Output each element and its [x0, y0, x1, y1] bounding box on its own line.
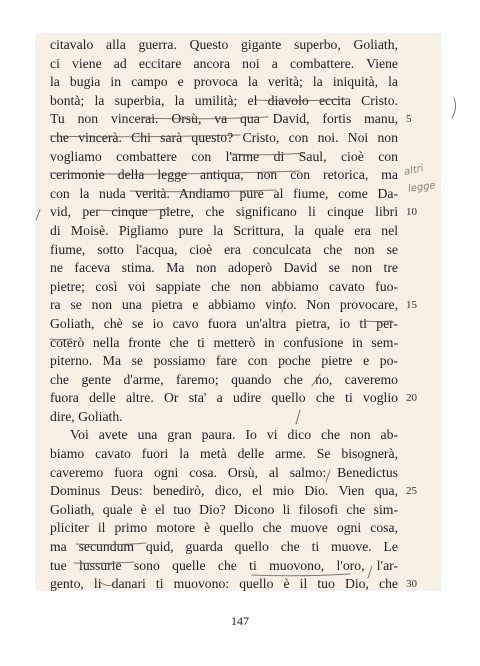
text-line: caveremo fuora ogni cosa. Orsù, al salmo: Benedictus [50, 464, 398, 480]
text-line: fiume, sotto l'acqua, cioè era conculcata che non se [50, 241, 398, 257]
text-line: Tu non vincerai. Orsù, va qua David, fortis manu, [50, 111, 398, 127]
line-number: 15 [406, 299, 417, 312]
bracket-mark [368, 566, 372, 578]
underline-mark [230, 153, 304, 155]
text-line: cerimonie della legge antiqua, non con retorica, ma [50, 167, 398, 183]
bracket-mark [100, 582, 114, 586]
underline-mark [74, 562, 134, 563]
text-line: biamo cavato fuori la metà delle arme. Se bisognerà, [50, 446, 398, 462]
bracket-mark [36, 210, 40, 220]
text-line: fuora delle altre. Or sta' a udire quello che ti voglio [50, 390, 398, 406]
text-line: pliciter il primo motore è quello che muove ogni cosa, [50, 520, 398, 536]
line-number: 25 [406, 485, 417, 498]
text-line: Goliath, chè se io cavo fuora un'altra pietra, io ti per- [50, 315, 398, 331]
line-number: 20 [406, 392, 417, 405]
underline-mark [50, 135, 240, 137]
bracket-mark [296, 410, 300, 424]
text-line: di Moisè. Pigliamo pure la Scrittura, la quale era nel [50, 222, 398, 238]
text-line: Voi avete una gran paura. Io vi dico che non ab- [70, 427, 398, 443]
underline-mark [130, 190, 276, 192]
underline-mark [364, 321, 392, 322]
underline-mark [142, 117, 268, 119]
bracket-mark [452, 98, 456, 118]
text-line: che gente d'arme, faremo; quando che no, caveremo [50, 371, 398, 387]
line-number: 5 [406, 113, 412, 126]
underline-mark [76, 543, 146, 545]
line-number: 10 [406, 206, 417, 219]
text-line: che vincerà. Chi sarà questo? Cristo, con noi. Noi non [50, 129, 398, 145]
line-number: 30 [406, 578, 417, 591]
text-line: tue lussurie sono quelle che ti muovono, l'oro, l'ar- [50, 557, 398, 573]
text-line: la bugia in campo e provoca la verità; la iniquità, la [50, 74, 398, 90]
text-line: ne faceva stima. Ma non adoperò David se non tre [50, 260, 398, 276]
margin-note: legge [407, 180, 437, 195]
text-line: coterò nella fronte che ti metterò in confusione in sem- [50, 334, 398, 350]
underline-mark [50, 171, 300, 174]
text-line: piterno. Ma se possiamo fare con poche pietre e po- [50, 353, 398, 369]
underline-mark [252, 574, 350, 576]
text-line: Goliath, quale è el tuo Dio? Dicono li filosofi che sim- [50, 501, 398, 517]
text-line: dire, Goliath. [50, 408, 123, 424]
bracket-mark [312, 374, 320, 386]
text-line: bontà; la superbia, la umilità; el diavolo eccita Cristo. [50, 92, 398, 108]
text-line: ma secundum quid, guarda quello che ti muove. Le [50, 539, 398, 555]
bracket-mark [326, 470, 330, 482]
underline-mark [255, 99, 346, 101]
text-line: con la nuda verità. Andiamo pure al fiume, come Da- [50, 185, 398, 201]
margin-note: altri [403, 163, 425, 178]
text-line: ci viene ad eccitare ancora noi a combattere. Viene [50, 55, 398, 71]
underline-mark [50, 339, 72, 340]
text-line: ra se non una pietra e abbiamo vinto. Non provocare, [50, 297, 398, 313]
text-line: vid, per cinque pietre, che significano li cinque libri [50, 204, 398, 220]
bracket-mark [282, 299, 286, 312]
text-line: Dominus Deus: benedirò, dico, el mio Dio. Vien qua, [50, 483, 398, 499]
underline-mark [96, 209, 170, 211]
page-number: 147 [231, 614, 249, 628]
text-line: citavalo alla guerra. Questo gigante superbo, Goliath, [50, 37, 398, 52]
text-line: vogliamo combattere con l'arme di Saul, cioè con [50, 148, 398, 164]
text-line: gento, li danari ti muovono: quello è il tuo Dio, che [50, 576, 398, 592]
text-line: pietre; così voi sappiate che non abbiamo cavato fuo- [50, 278, 398, 294]
